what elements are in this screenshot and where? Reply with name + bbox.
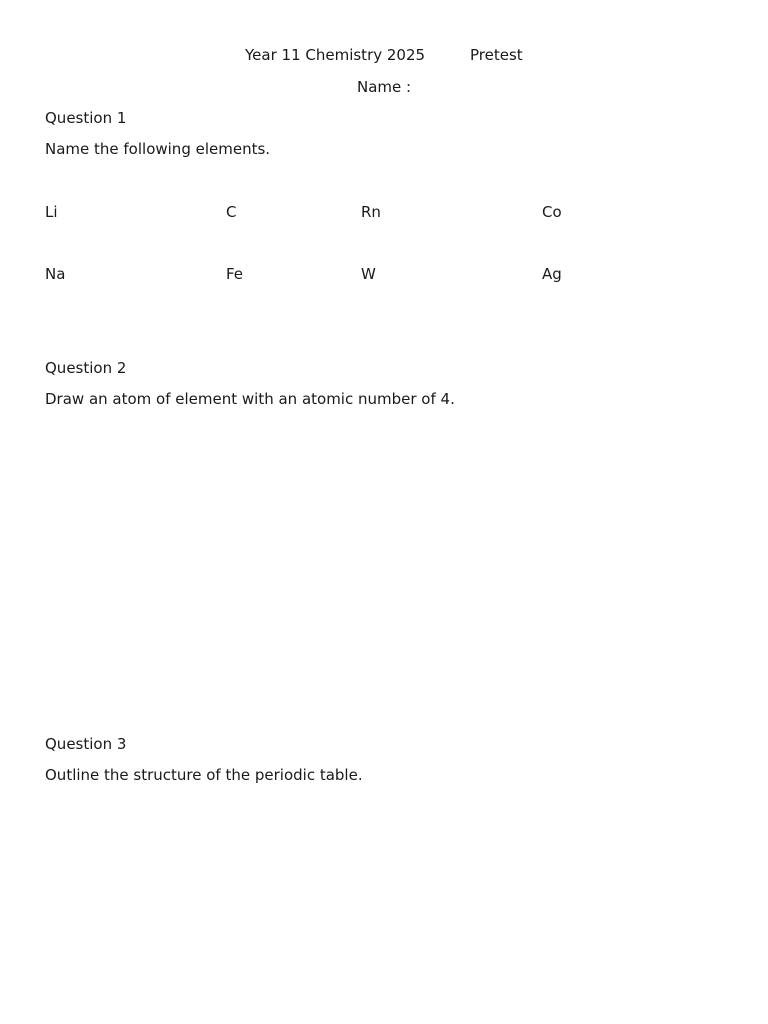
question-3-heading: Question 3 xyxy=(45,735,127,753)
element-symbol: Na xyxy=(45,265,66,283)
element-symbol: Ag xyxy=(542,265,562,283)
element-row-1 xyxy=(0,203,768,221)
question-3-prompt: Outline the structure of the periodic table. xyxy=(45,766,363,784)
question-1-prompt: Name the following elements. xyxy=(45,140,271,158)
element-symbol: W xyxy=(361,265,376,283)
element-symbol: Co xyxy=(542,203,562,221)
worksheet-subtitle: Pretest xyxy=(470,46,523,64)
element-symbol: Li xyxy=(45,203,58,221)
question-2-heading: Question 2 xyxy=(45,359,127,377)
name-label: Name : xyxy=(357,78,412,96)
question-2-answer-space[interactable] xyxy=(45,415,725,725)
element-symbol: Rn xyxy=(361,203,381,221)
question-2-prompt: Draw an atom of element with an atomic number of 4. xyxy=(45,390,455,408)
element-row-2 xyxy=(0,265,768,283)
question-3-answer-space[interactable] xyxy=(45,792,725,1012)
worksheet-title: Year 11 Chemistry 2025 xyxy=(245,46,426,64)
question-1-heading: Question 1 xyxy=(45,109,127,127)
element-symbol: C xyxy=(226,203,237,221)
element-symbol: Fe xyxy=(226,265,244,283)
